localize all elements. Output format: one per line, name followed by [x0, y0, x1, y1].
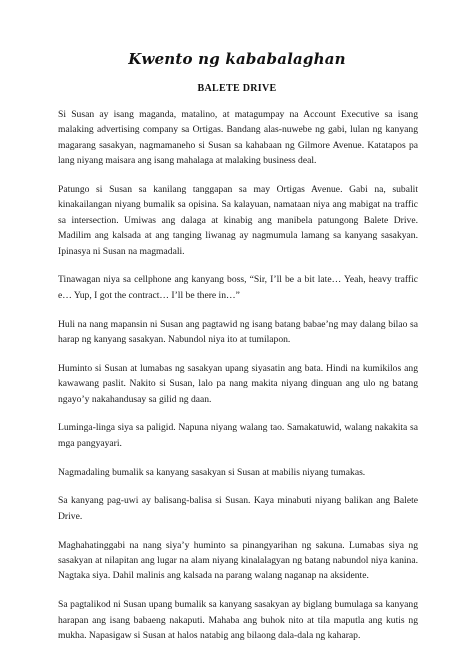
- document-subtitle: BALETE DRIVE: [197, 83, 277, 94]
- paragraph: Maghahatinggabi na nang siya’y huminto sa pinangyarihan ng sakuna. Lumabas siya ng sasakyan at nilapitan ang lugar na alam niyang kinalalagyan ng batang nabundol niya kanina. Nagtaka siya. Dahil malinis ang kalsada na parang walang naganap na aksidente.: [58, 539, 418, 582]
- paragraph: Sa kanyang pag-uwi ay balisang-balisa si Susan. Kaya minabuti niyang balikan ang Balete Drive.: [58, 495, 418, 522]
- paragraph: Tinawagan niya sa cellphone ang kanyang boss, “Sir, I’ll be a bit late… Yeah, heavy traffic e… Yup, I got the contract… I’ll be there in…”: [58, 274, 418, 301]
- paragraph: Huli na nang mapansin ni Susan ang pagtawid ng isang batang babae’ng may dalang bilao sa harap ng kanyang sasakyan. Nabundol niya ito at tumilapon.: [58, 318, 418, 346]
- paragraph: Nagmadaling bumalik sa kanyang sasakyan si Susan at mabilis niyang tumakas.: [58, 466, 366, 478]
- paragraph: Huminto si Susan at lumabas ng sasakyan upang siyasatin ang bata. Hindi na kumikilos ang kawawang paslit. Nakito si Susan, lalo pa nang makita niyang dinguan ang ulo ng batang ngayo’y nakahandusay sa gilid ng daan.: [58, 362, 418, 405]
- document-title: Kwento ng kababalaghan: [128, 50, 346, 68]
- paragraph: Luminga-linga siya sa paligid. Napuna niyang walang tao. Samakatuwid, walang nakakita sa mga pangyayari.: [58, 422, 418, 449]
- document-body: [58, 107, 418, 657]
- paragraph: Sa pagtalikod ni Susan upang bumalik sa kanyang sasakyan ay biglang bumulaga sa kanyang harapan ang isang babaeng nakaputi. Mahaba ang buhok nito at tila maputla ang kutis ng mukha. Napasigaw si Susan at halos natabig ang bilaong dala-dala ng kaharap.: [58, 599, 418, 642]
- paragraph: Patungo si Susan sa kanilang tanggapan sa may Ortigas Avenue. Gabi na, subalit kinakailangan niyang bumalik sa opisina. Sa kalayuan, namataan niya ang mabigat na traffic sa intersection. Umiwas ang dalaga at kinabig ang manibela patungong Balete Drive. Madilim ang kalsada at ang tanging liwanag ay nagmumula lamang sa kanyang sasakyan. Ipinasya ni Susan na magmadali.: [58, 184, 418, 257]
- paragraph: Si Susan ay isang maganda, matalino, at matagumpay na Account Executive sa isang malaking advertising company sa Ortigas. Bandang alas-nuwebe ng gabi, lulan ng kanyang magarang sasakyan, nagmamaneho si Susan sa kahabaan ng Gilmore Avenue. Katatapos pa lang niyang maisara ang isang mahalaga at malaking business deal.: [58, 109, 418, 167]
